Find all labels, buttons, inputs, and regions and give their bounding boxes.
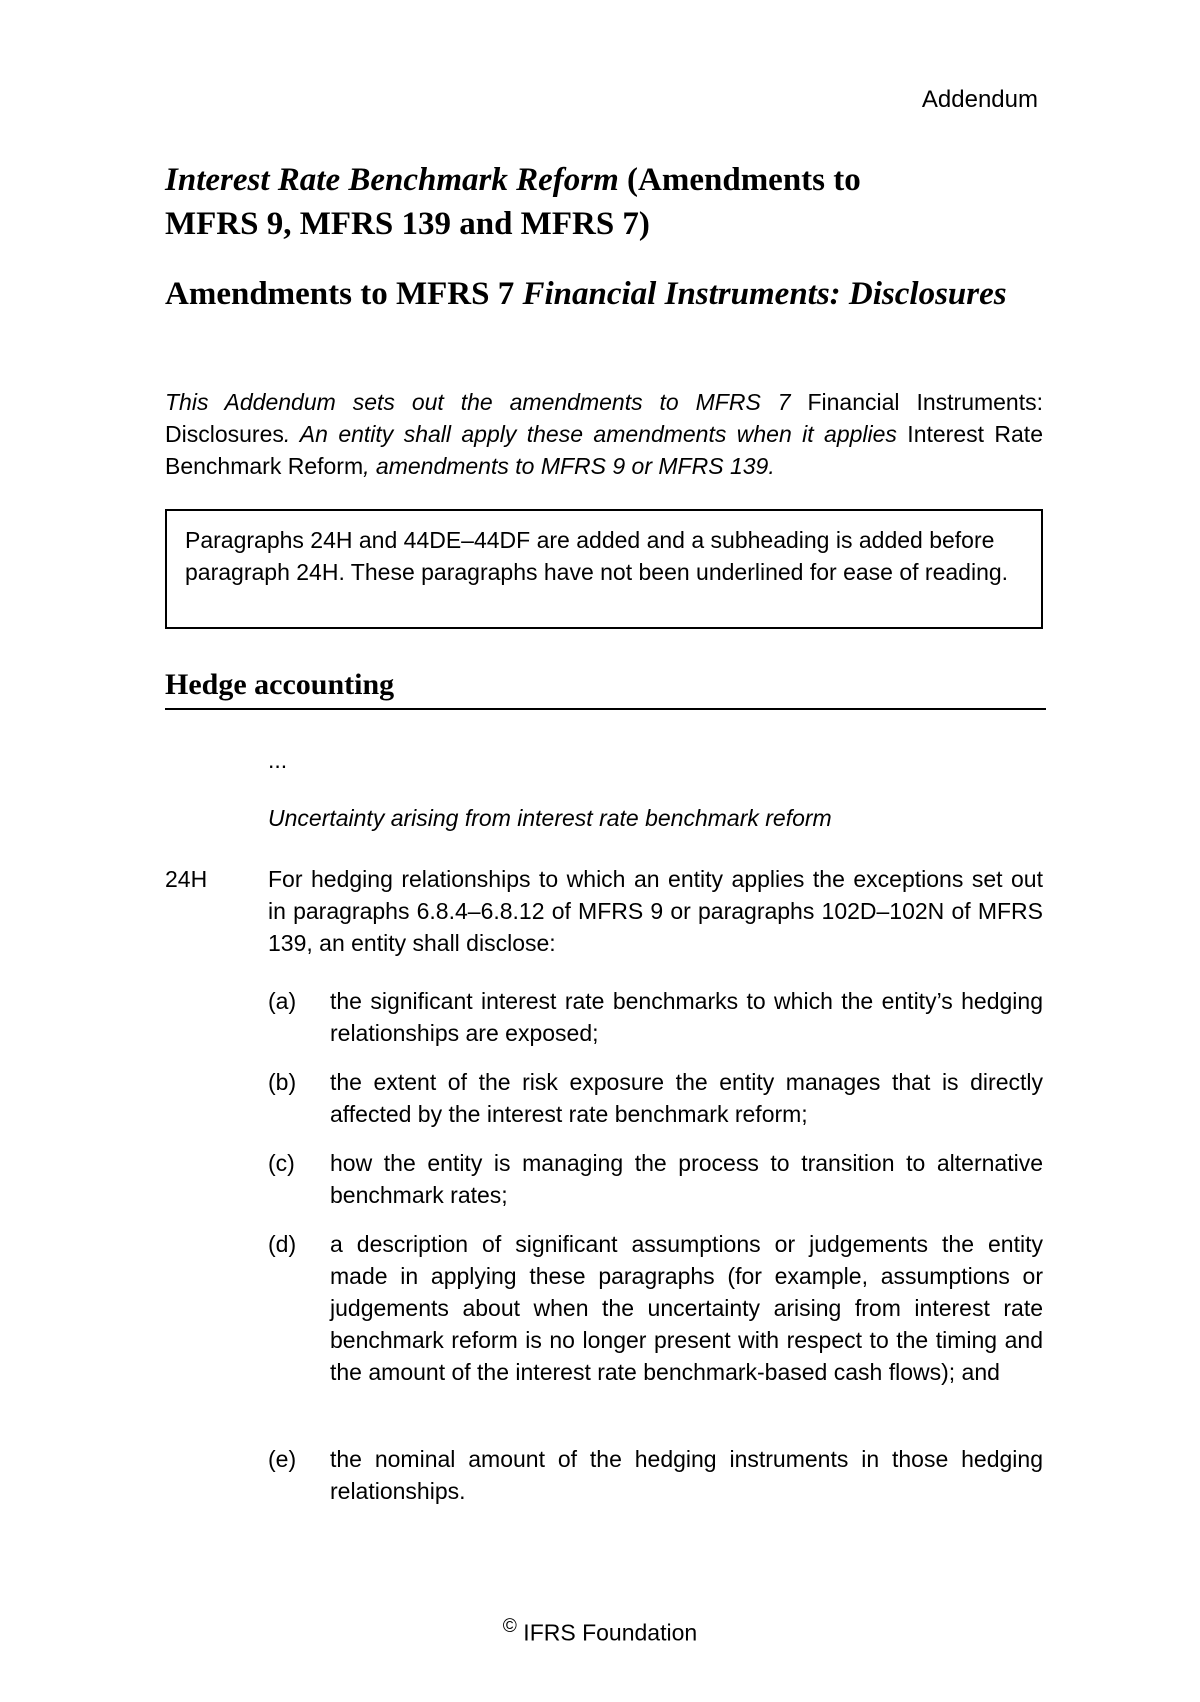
- intro-s5: , amendments to MFRS 9 or MFRS 139.: [363, 453, 775, 479]
- section-title-plain: Amendments to MFRS 7: [165, 276, 523, 312]
- running-header: Addendum: [921, 86, 1038, 113]
- section-title-italic: Financial Instruments: Disclosures: [522, 276, 1007, 312]
- list-item: [268, 985, 1043, 1049]
- list-item: [268, 1066, 1043, 1130]
- list-item: [268, 1147, 1043, 1211]
- list-item-label: (d): [268, 1231, 297, 1257]
- notice-text: Paragraphs 24H and 44DE–44DF are added and a subheading is added before paragraph 24H. These paragraphs have not been underlined for ease of reading.: [185, 527, 1009, 585]
- list-item-text: how the entity is managing the process to transition to alternative benchmark rates;: [330, 1150, 1043, 1208]
- list-item-label: (a): [268, 988, 297, 1014]
- intro-s2: Financial Instruments: Disclosures: [165, 389, 1044, 447]
- list-item: [268, 1228, 1043, 1388]
- notice-box: [165, 509, 1043, 629]
- document-title: [165, 158, 1065, 246]
- list-item-label: (c): [268, 1150, 295, 1176]
- list-item-label: (e): [268, 1446, 297, 1472]
- intro-s3: . An entity shall apply these amendments when it applies: [283, 421, 897, 447]
- list-item-text: the significant interest rate benchmarks to which the entity’s hedging relationships are exposed;: [330, 988, 1043, 1046]
- uncertainty-subheading: Uncertainty arising from interest rate benchmark reform: [268, 805, 832, 831]
- paragraph-24h-text: For hedging relationships to which an entity applies the exceptions set out in paragraphs 6.8.4–6.8.12 of MFRS 9 or paragraphs 102D–102N of MFRS 139, an entity shall disclose:: [268, 866, 1043, 956]
- list-item-label: (b): [268, 1069, 297, 1095]
- intro-s4: Interest Rate Benchmark Reform: [165, 421, 1043, 479]
- paragraph-number: 24H: [165, 866, 208, 892]
- intro-paragraph: [165, 386, 1043, 482]
- intro-s1: This Addendum sets out the amendments to MFRS 7: [165, 389, 791, 415]
- hedge-accounting-heading: Hedge accounting: [165, 666, 1046, 710]
- title-line2: MFRS 9, MFRS 139 and MFRS 7): [165, 206, 650, 242]
- footer-text: IFRS Foundation: [516, 1619, 698, 1646]
- page-footer: [0, 1616, 1200, 1647]
- copyright-symbol: ©: [502, 1616, 517, 1637]
- title-rest: (Amendments to: [618, 162, 861, 198]
- omission-ellipsis: ...: [268, 747, 288, 773]
- list-item-text: a description of significant assumptions or judgements the entity made in applying these paragraphs (for example, assumptions or judgements about when the uncertainty arising from interest rate benchmark reform is no longer present with respect to the timing and the amount of the interest rate benchmark-based cash flows); and: [330, 1231, 1043, 1385]
- list-item: [268, 1443, 1043, 1507]
- list-item-text: the extent of the risk exposure the entity manages that is directly affected by the interest rate benchmark reform;: [330, 1069, 1043, 1127]
- section-title: [165, 272, 1065, 316]
- list-item-text: the nominal amount of the hedging instruments in those hedging relationships.: [330, 1446, 1043, 1504]
- title-italic: Interest Rate Benchmark Reform: [165, 162, 619, 198]
